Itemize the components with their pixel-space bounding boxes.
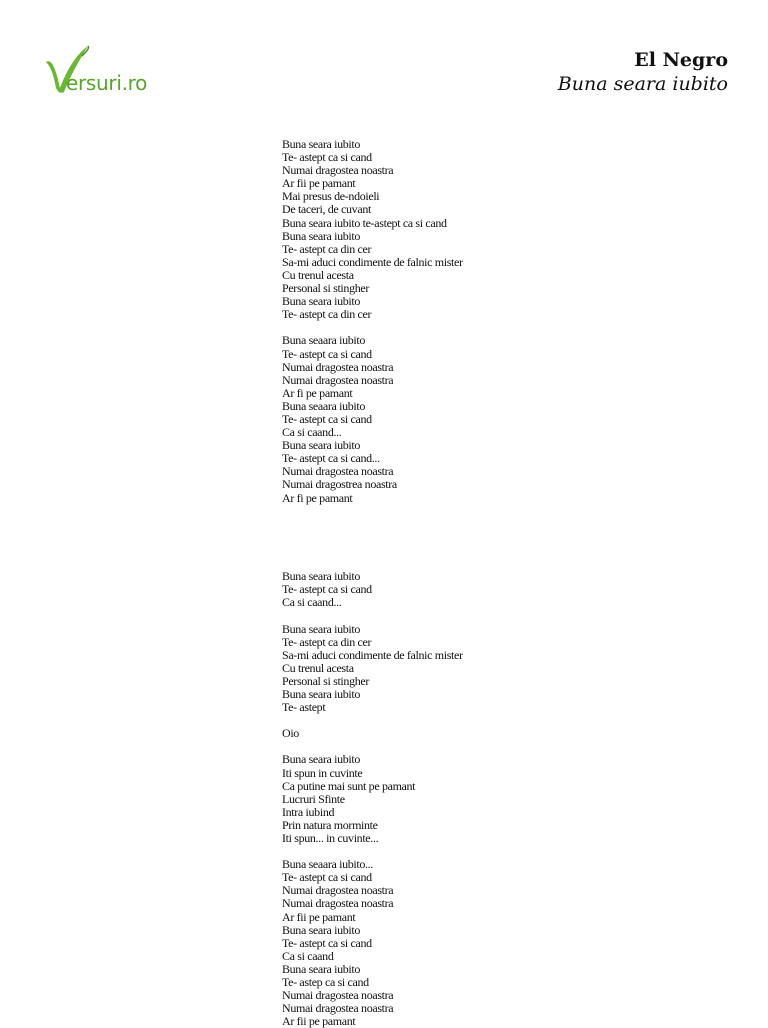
artist-name: El Negro xyxy=(634,49,728,71)
stanza xyxy=(282,858,722,1028)
lyric-line: Ca si caand... xyxy=(282,425,342,440)
lyric-line: Buna seara iubito xyxy=(282,137,361,151)
document-header xyxy=(558,48,728,96)
lyric-line: Buna seara iubito xyxy=(282,922,361,937)
lyric-line: Te- astept ca din cer xyxy=(282,307,372,322)
lyric-line: Oio xyxy=(282,726,299,741)
lyric-line: Buna seara iubito xyxy=(282,228,361,243)
lyric-line: Sa-mi aduci condimente de falnic mister xyxy=(282,254,463,269)
lyric-line: Cu trenul acesta xyxy=(282,660,354,675)
lyric-line: Buna seara iubito xyxy=(282,961,361,976)
lyric-line: Numai dragostea noastra xyxy=(282,1001,394,1016)
logo-text: ersuri.ro xyxy=(66,71,148,95)
lyric-line: Numai dragostrea noastra xyxy=(282,477,397,492)
lyric-line: Intra iubind xyxy=(282,804,335,819)
lyric-line: Ar fii pe pamant xyxy=(282,1014,356,1028)
lyric-line: Buna seaara iubito xyxy=(282,398,366,413)
lyric-line: Te- astept ca si cand xyxy=(282,150,372,165)
stanza xyxy=(282,334,722,504)
stanza xyxy=(282,570,722,609)
lyric-line: Ar fi pe pamant xyxy=(282,385,353,400)
lyric-line: Buna seara iubito xyxy=(282,621,361,636)
lyric-line: Numai dragostea noastra xyxy=(282,464,394,479)
stanza xyxy=(282,753,722,845)
lyric-line: Buna seara iubito xyxy=(282,438,361,453)
lyric-line: Numai dragostea noastra xyxy=(282,988,394,1003)
stanza xyxy=(282,727,722,740)
lyric-line: Ca putine mai sunt pe pamant xyxy=(282,778,416,793)
lyric-line: Te- astept ca si cand xyxy=(282,411,372,426)
song-title: Buna seara iubito xyxy=(557,73,728,95)
lyric-line: Numai dragostea noastra xyxy=(282,359,394,374)
lyric-line: Ca si caand... xyxy=(282,595,342,610)
lyric-line: Lucruri Sfinte xyxy=(282,791,345,806)
lyric-line: Buna seara iubito xyxy=(282,686,361,701)
lyric-line: Buna seaara iubito... xyxy=(282,857,373,872)
lyric-line: Personal si stingher xyxy=(282,673,369,688)
lyric-line: Iti spun in cuvinte xyxy=(282,765,363,780)
lyric-line: Prin natura morminte xyxy=(282,817,378,832)
lyric-line: Te- astep ca si cand xyxy=(282,975,369,990)
lyric-line: Te- astept ca si cand xyxy=(282,346,372,361)
lyric-line: De taceri, de cuvant xyxy=(282,202,371,217)
lyric-line: Iti spun... in cuvinte... xyxy=(282,831,379,845)
lyric-line: Ar fii pe pamant xyxy=(282,909,356,924)
lyric-line: Ar fi pe pamant xyxy=(282,490,353,505)
lyric-line: Ar fii pe pamant xyxy=(282,176,356,191)
lyric-line: Te- astept ca si cand xyxy=(282,870,372,885)
lyric-line: Numai dragostea noastra xyxy=(282,883,394,898)
versuri-logo[interactable] xyxy=(42,42,172,98)
lyric-line: Personal si stingher xyxy=(282,281,369,296)
lyric-line: Cu trenul acesta xyxy=(282,267,354,282)
lyric-line: Te- astept ca si cand... xyxy=(282,451,380,466)
lyric-line: Numai dragostea noastra xyxy=(282,163,394,178)
stanza xyxy=(282,138,722,321)
lyric-line: Numai dragostea noastra xyxy=(282,896,394,911)
lyric-line: Buna seara iubito te-astept ca si cand xyxy=(282,215,447,230)
lyric-line: Te- astept ca din cer xyxy=(282,241,372,256)
lyric-line: Te- astept ca si cand xyxy=(282,582,372,597)
lyric-line: Mai presus de-ndoieli xyxy=(282,189,380,204)
lyric-line: Buna seara iubito xyxy=(282,294,361,309)
lyrics-body xyxy=(282,138,722,1028)
lyric-line: Sa-mi aduci condimente de falnic mister xyxy=(282,647,463,662)
lyric-line: Buna seara iubito xyxy=(282,569,361,584)
lyric-line: Te- astept xyxy=(282,700,326,715)
lyric-line: Numai dragostea noastra xyxy=(282,372,394,387)
lyric-line: Te- astept ca si cand xyxy=(282,935,372,950)
lyric-line: Buna seara iubito xyxy=(282,752,361,767)
lyric-line: Ca si caand xyxy=(282,948,334,963)
lyric-line: Buna seaara iubito xyxy=(282,333,366,348)
lyric-line: Te- astept ca din cer xyxy=(282,634,372,649)
stanza xyxy=(282,623,722,715)
